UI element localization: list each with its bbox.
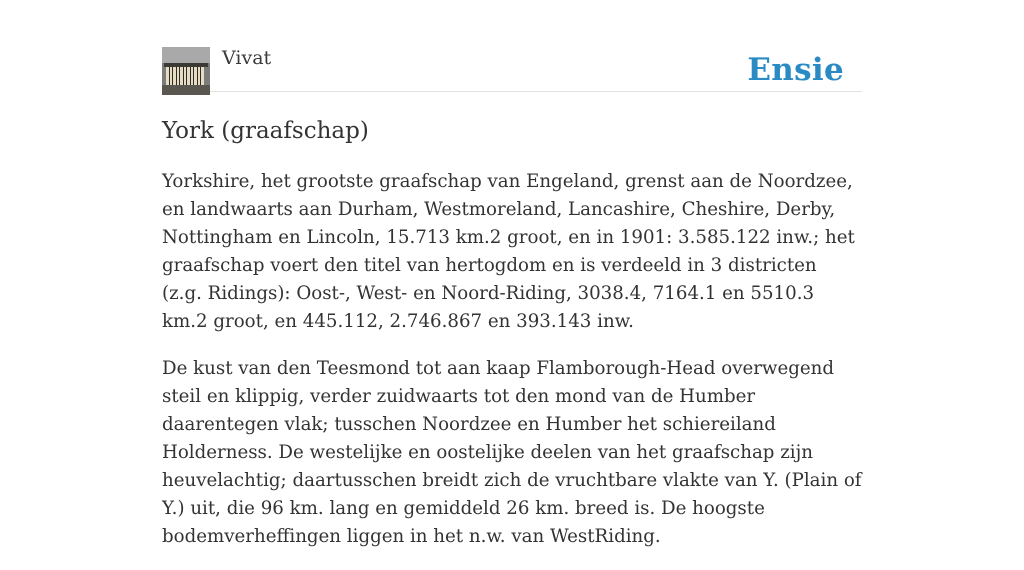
article-body xyxy=(162,168,862,570)
header xyxy=(162,45,862,92)
brand-logo[interactable]: Ensie xyxy=(747,52,844,88)
avatar[interactable] xyxy=(162,47,210,95)
paragraph: Yorkshire, het grootste graafschap van Engeland, grenst aan de Noordzee, en landwaarts aan Durham, Westmoreland, Lancashire, Cheshire, Derby, Nottingham en Lincoln, 15.713 km.2 groot, en in 1901: 3.585.122 inw.; het graafschap voert den titel van hertogdom en is verdeeld in 3 districten (z.g. Ridings): Oost-, West- en Noord-Riding, 3038.4, 7164.1 en 5510.3 km.2 groot, en 445.112, 2.746.867 en 393.143 inw. xyxy=(162,171,855,332)
page-title: York (graafschap) xyxy=(162,118,369,144)
books-icon xyxy=(162,47,210,95)
paragraph: De kust van den Teesmond tot aan kaap Flamborough-Head overwegend steil en klippig, verder zuidwaarts tot den mond van de Humber daarentegen vlak; tusschen Noordzee en Humber het schiereiland Holderness. De westelijke en oostelijke deelen van het graafschap zijn heuvelachtig; daartusschen breidt zich de vruchtbare vlakte van Y. (Plain of Y.) uit, die 96 km. lang en gemiddeld 26 km. breed is. De hoogste bodemverheffingen liggen in het n.w. van WestRiding. xyxy=(162,358,862,547)
author-name[interactable]: Vivat xyxy=(222,47,272,69)
